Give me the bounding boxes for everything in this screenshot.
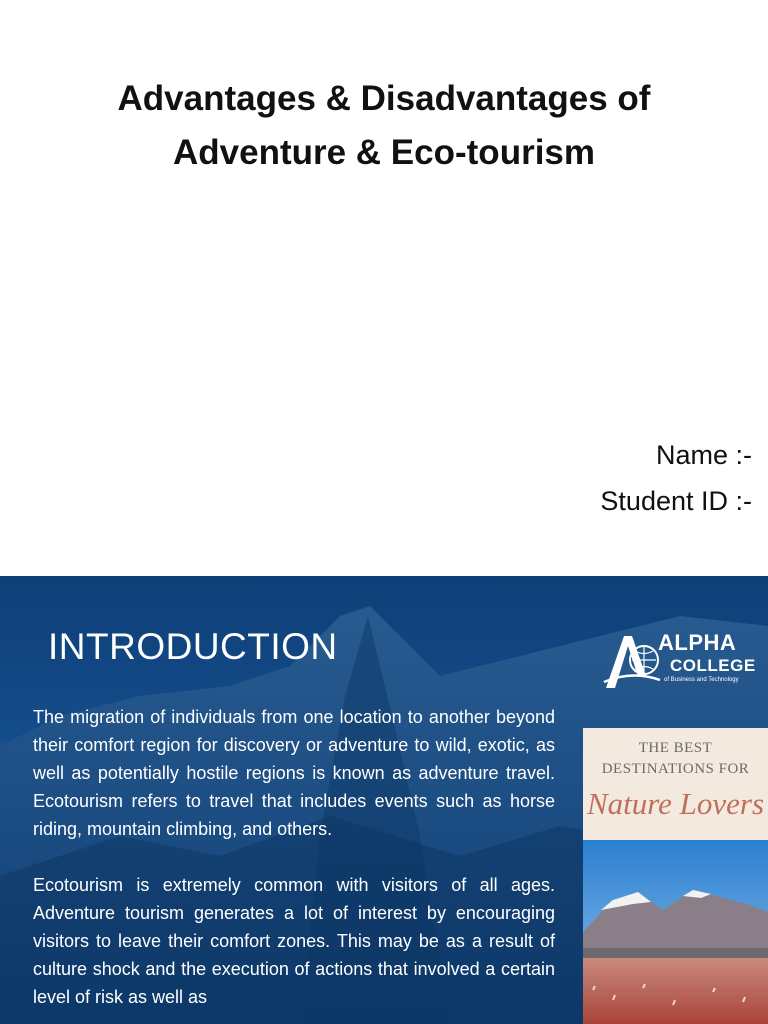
poster-line-1: THE BEST: [638, 740, 713, 756]
college-emblem-icon: [602, 630, 662, 692]
logo-subtitle: of Business and Technology: [664, 677, 739, 683]
logo-word-college: COLLEGE: [670, 656, 756, 675]
poster-heading: [583, 738, 768, 780]
poster-script-text: Nature Lovers: [586, 786, 765, 821]
poster-line-2: DESTINATIONS FOR: [601, 761, 750, 777]
lagoon-landscape-photo: [583, 840, 768, 1024]
introduction-heading: INTRODUCTION: [48, 626, 338, 667]
introduction-slide: [0, 576, 768, 1024]
name-label: Name :-: [655, 440, 752, 470]
title-line-1: Advantages & Disadvantages of: [117, 79, 651, 118]
nature-destinations-poster: [583, 728, 768, 1024]
student-id-label: Student ID :-: [600, 486, 752, 516]
slide-title: [40, 72, 728, 180]
introduction-body: [33, 703, 555, 1024]
intro-paragraph-2: Ecotourism is extremely common with visitors of all ages. Adventure tourism generates a lot of interest by encouraging visitors to leave their comfort zones. This may be as a result of culture shock and the execution of actions that involved a certain level of risk as well as: [33, 875, 555, 1007]
intro-paragraph-1: The migration of individuals from one location to another beyond their comfort region for discovery or adventure to wild, exotic, as well as potentially hostile regions is known as adventure travel. Ecotourism refers to travel that includes events such as horse riding, mountain climbing, and others.: [33, 707, 555, 839]
student-info: [600, 432, 752, 524]
title-line-2: Adventure & Eco-tourism: [173, 133, 595, 172]
logo-word-alpha: ALPHA: [658, 630, 737, 655]
alpha-college-logo: [602, 630, 756, 692]
